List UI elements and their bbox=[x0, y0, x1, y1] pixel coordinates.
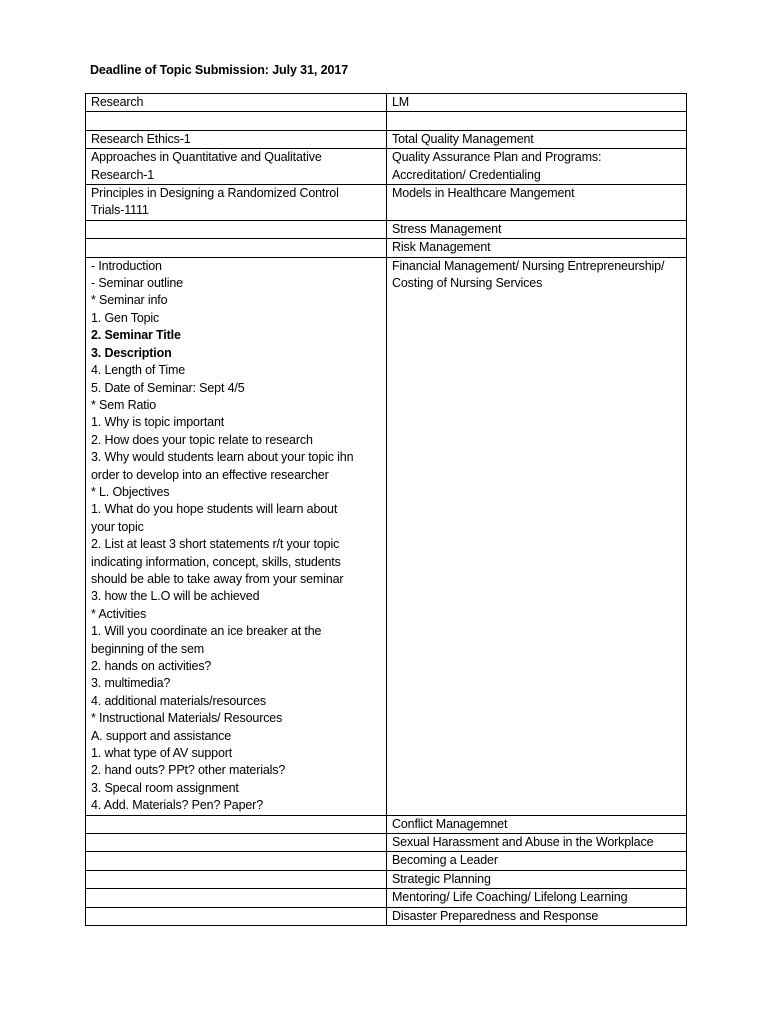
cell-text-line: Stress Management bbox=[392, 221, 502, 236]
lm-cell bbox=[387, 130, 687, 148]
cell-text-line: 5. Date of Seminar: Sept 4/5 bbox=[91, 380, 245, 395]
table-row bbox=[86, 870, 687, 888]
cell-text-line: should be able to take away from your seminar bbox=[91, 571, 344, 586]
research-cell bbox=[86, 185, 387, 221]
research-cell bbox=[86, 220, 387, 238]
cell-text-line: 1. Will you coordinate an ice breaker at the bbox=[91, 624, 322, 639]
lm-cell bbox=[387, 185, 687, 221]
cell-text-line: 2. How does your topic relate to research bbox=[91, 432, 313, 447]
cell-text-line: 2. hands on activities? bbox=[91, 659, 212, 673]
cell-text-line: Trials-1111 bbox=[91, 203, 149, 218]
cell-text-line: beginning of the sem bbox=[91, 641, 205, 656]
research-cell bbox=[86, 257, 387, 815]
cell-text-line: - Introduction bbox=[91, 258, 162, 273]
cell-text-line: Becoming a Leader bbox=[392, 853, 498, 868]
cell-text-line: indicating information, concept, skills, students bbox=[91, 554, 341, 569]
research-cell bbox=[86, 815, 387, 833]
cell-text-line: - Seminar outline bbox=[91, 276, 183, 291]
cell-text-line: Models in Healthcare Mangement bbox=[392, 186, 575, 201]
cell-text-line: 4. Add. Materials? Pen? Paper? bbox=[91, 798, 264, 813]
header-lm: LM bbox=[387, 94, 687, 112]
table-row bbox=[86, 257, 687, 815]
cell-text-line: Research Ethics-1 bbox=[91, 131, 191, 146]
lm-cell bbox=[387, 220, 687, 238]
cell-text-line: 1. Why is topic important bbox=[91, 415, 225, 430]
research-cell bbox=[86, 149, 387, 185]
cell-text-line: 1. Gen Topic bbox=[91, 310, 160, 325]
cell-text-line: 1. What do you hope students will learn about bbox=[91, 502, 338, 517]
research-cell bbox=[86, 130, 387, 148]
cell-text-line: 4. additional materials/resources bbox=[91, 693, 267, 708]
cell-text-line: Sexual Harassment and Abuse in the Workplace bbox=[392, 835, 654, 850]
table-row bbox=[86, 149, 687, 185]
cell-text-line: order to develop into an effective researcher bbox=[91, 467, 329, 482]
table-row bbox=[86, 889, 687, 907]
cell-text-line: 4. Length of Time bbox=[91, 363, 186, 378]
research-cell bbox=[86, 239, 387, 257]
cell-text-line: Risk Management bbox=[392, 240, 491, 255]
cell-text-line: 2. List at least 3 short statements r/t your topic bbox=[91, 537, 340, 552]
lm-cell bbox=[387, 112, 687, 130]
lm-cell bbox=[387, 870, 687, 888]
research-cell bbox=[86, 870, 387, 888]
cell-text-line: Accreditation/ Credentialing bbox=[392, 167, 541, 182]
lm-cell bbox=[387, 889, 687, 907]
cell-text-line: A. support and assistance bbox=[91, 728, 232, 743]
cell-text-line: 3. how the L.O will be achieved bbox=[91, 589, 260, 604]
cell-text-line: 3. Why would students learn about your topic ihn bbox=[91, 450, 354, 465]
cell-text-line: Mentoring/ Life Coaching/ Lifelong Learning bbox=[392, 890, 628, 905]
header-research: Research bbox=[86, 94, 387, 112]
lm-cell bbox=[387, 149, 687, 185]
table-row bbox=[86, 834, 687, 852]
table-row bbox=[86, 185, 687, 221]
cell-text-line: * Activities bbox=[91, 606, 147, 621]
cell-text-line: Financial Management/ Nursing Entrepreneurship/ bbox=[392, 258, 665, 273]
cell-text-line: Approaches in Quantitative and Qualitative bbox=[91, 150, 322, 165]
cell-text-line: * L. Objectives bbox=[91, 484, 170, 499]
lm-cell bbox=[387, 852, 687, 870]
cell-text-line: Quality Assurance Plan and Programs: bbox=[392, 150, 602, 165]
cell-text-line: Total Quality Management bbox=[392, 131, 534, 146]
table-row bbox=[86, 239, 687, 257]
cell-text-line: 1. what type of AV support bbox=[91, 746, 233, 761]
table-row bbox=[86, 112, 687, 130]
cell-text-line: Strategic Planning bbox=[392, 871, 491, 886]
research-cell bbox=[86, 907, 387, 925]
table-row bbox=[86, 130, 687, 148]
research-cell bbox=[86, 852, 387, 870]
table-header-row bbox=[86, 94, 687, 112]
lm-cell bbox=[387, 834, 687, 852]
cell-text-line: 3. Description bbox=[91, 345, 172, 360]
cell-text-line: 2. Seminar Title bbox=[91, 328, 181, 343]
table-row bbox=[86, 220, 687, 238]
cell-text-line: Conflict Managemnet bbox=[392, 816, 508, 831]
research-cell bbox=[86, 112, 387, 130]
research-cell bbox=[86, 889, 387, 907]
cell-text-line: 2. hand outs? PPt? other materials? bbox=[91, 763, 286, 778]
lm-cell bbox=[387, 257, 687, 815]
research-cell bbox=[86, 834, 387, 852]
cell-text-line: Costing of Nursing Services bbox=[392, 276, 543, 291]
cell-text-line: 3. multimedia? bbox=[91, 676, 171, 691]
cell-text-line: * Instructional Materials/ Resources bbox=[91, 711, 283, 726]
cell-text-line: * Sem Ratio bbox=[91, 397, 157, 412]
lm-cell bbox=[387, 239, 687, 257]
table-row bbox=[86, 815, 687, 833]
table-row bbox=[86, 852, 687, 870]
page-title: Deadline of Topic Submission: July 31, 2017 bbox=[90, 63, 349, 77]
lm-cell bbox=[387, 815, 687, 833]
cell-text-line: Research-1 bbox=[91, 167, 155, 182]
cell-text-line: Disaster Preparedness and Response bbox=[392, 908, 599, 923]
cell-text-line: 3. Specal room assignment bbox=[91, 780, 239, 795]
topics-table bbox=[85, 93, 687, 926]
table-row bbox=[86, 907, 687, 925]
lm-cell bbox=[387, 907, 687, 925]
cell-text-line: your topic bbox=[91, 519, 144, 534]
cell-text-line: * Seminar info bbox=[91, 293, 168, 308]
cell-text-line: Principles in Designing a Randomized Control bbox=[91, 186, 339, 201]
